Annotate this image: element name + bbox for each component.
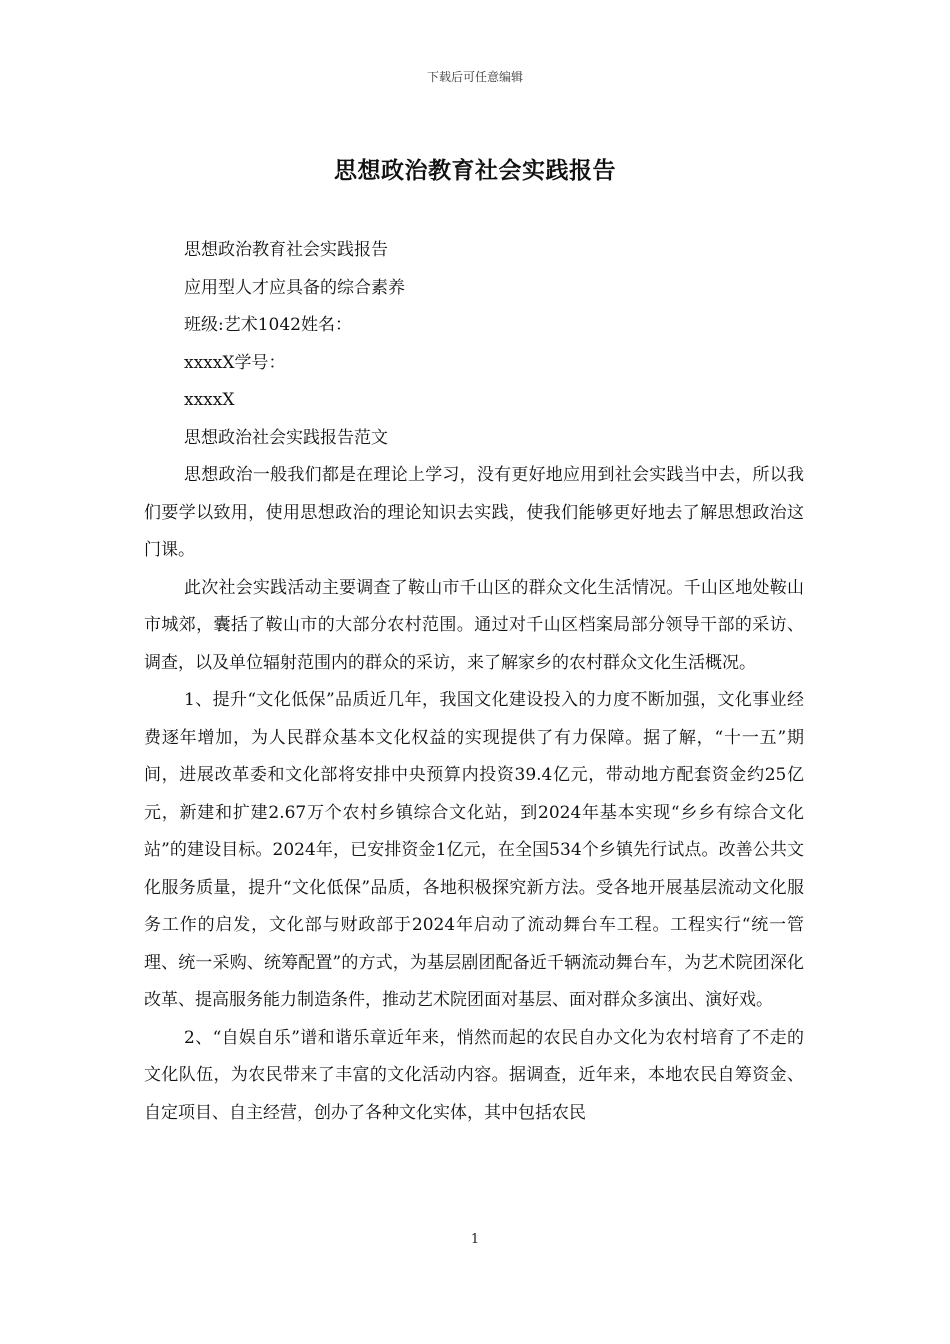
body-line: 班级:艺术1042姓名： <box>184 315 352 335</box>
page-number: 1 <box>470 1232 480 1247</box>
body-line: 思想政治教育社会实践报告 <box>184 240 388 260</box>
body-paragraph: 1、提升“文化低保”品质近几年，我国文化建设投入的力度不断加强，文化事业经费逐年增加，为人民群众基本文化权益的实现提供了有力保障。据了解，“十一五”期间，进展改革委和文化部将安排中央预算内投资39.4亿元，带动地方配套资金约25亿元，新建和扩建2.67万个农村乡镇综合文化站，到2024年基本实现“乡乡有综合文化站”的建设目标。2024年，已安排资金1亿元，在全国534个乡镇先行试点。改善公共文化服务质量，提升“文化低保”品质，各地积极探究新方法。受各地开展基层流动文化服务工作的启发，文化部与财政部于2024年启动了流动舞台车工程。工程实行“统一管理、统一采购、统筹配置”的方式，为基层剧团配备近千辆流动舞台车，为艺术院团深化改革、提高服务能力制造条件，推动艺术院团面对基层、面对群众多演出、演好戏。 <box>144 690 804 1010</box>
body-line: xxxxX学号： <box>184 352 286 373</box>
body-paragraph: 2、“自娱自乐”谱和谐乐章近年来，悄然而起的农民自办文化为农村培育了不走的文化队伍，为农民带来了丰富的文化活动内容。据调查，近年来，本地农民自筹资金、自定项目、自主经营，创办了各种文化实体，其中包括农民 <box>144 1027 804 1123</box>
document-title: 思想政治教育社会实践报告 <box>334 158 616 184</box>
document-body <box>144 232 804 1132</box>
body-paragraph: 此次社会实践活动主要调查了鞍山市千山区的群众文化生活情况。千山区地处鞍山市城郊，囊括了鞍山市的大部分农村范围。通过对千山区档案局部分领导干部的采访、调查，以及单位辐射范围内的群众的采访，来了解家乡的农村群众文化生活概况。 <box>144 577 804 673</box>
header-note: 下载后可任意编辑 <box>426 70 523 84</box>
body-paragraph: 思想政治一般我们都是在理论上学习，没有更好地应用到社会实践当中去，所以我们要学以致用，使用思想政治的理论知识去实践，使我们能够更好地去了解思想政治这门课。 <box>144 465 804 560</box>
body-line: 思想政治社会实践报告范文 <box>184 427 388 448</box>
body-line: xxxxX <box>184 390 235 410</box>
body-line: 应用型人才应具备的综合素养 <box>184 277 405 298</box>
